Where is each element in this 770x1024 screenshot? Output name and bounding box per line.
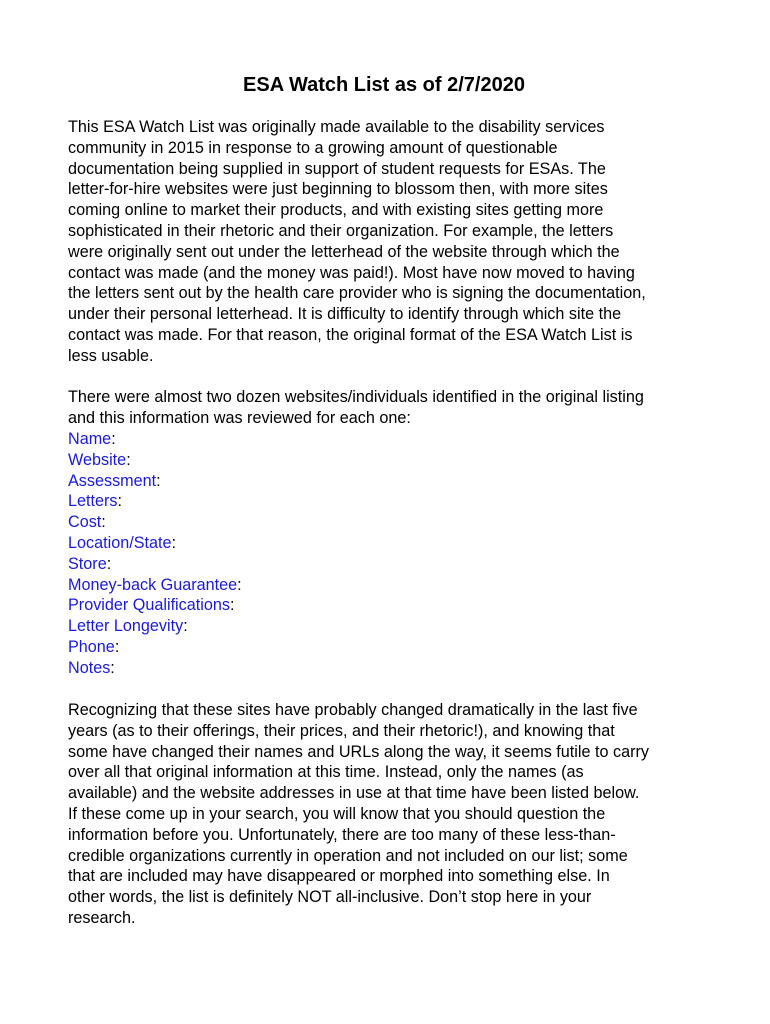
- field-colon: :: [101, 513, 106, 532]
- field-item: [68, 554, 242, 575]
- field-label-store: Store: [68, 554, 107, 573]
- field-item: [68, 471, 242, 492]
- field-label-phone: Phone: [68, 637, 115, 656]
- field-colon: :: [126, 450, 131, 469]
- field-label-website: Website: [68, 450, 127, 469]
- field-item: [68, 637, 242, 658]
- field-label-location-state: Location/State: [68, 533, 172, 552]
- field-item: [68, 575, 242, 596]
- field-colon: :: [106, 554, 112, 573]
- field-item: [68, 491, 242, 512]
- page-title: ESA Watch List as of 2/7/2020: [243, 74, 525, 96]
- field-item: [68, 533, 242, 554]
- field-item: [68, 450, 242, 471]
- field-item: [68, 658, 242, 679]
- field-colon: :: [110, 658, 115, 677]
- field-label-assessment: Assessment: [68, 471, 157, 490]
- field-label-provider-qualifications: Provider Qualifications: [68, 596, 230, 615]
- field-item: [68, 429, 242, 450]
- field-colon: :: [183, 617, 188, 636]
- field-colon: :: [171, 533, 176, 552]
- field-label-letters: Letters: [68, 492, 118, 511]
- field-colon: :: [237, 575, 242, 594]
- field-colon: :: [114, 637, 120, 656]
- field-item: [68, 512, 242, 533]
- field-colon: :: [229, 596, 235, 615]
- field-label-letter-longevity: Letter Longevity: [68, 617, 184, 636]
- field-label-money-back-guarantee: Money-back Guarantee: [68, 575, 238, 594]
- field-colon: :: [117, 492, 122, 511]
- field-list: [68, 429, 242, 679]
- field-item: [68, 616, 242, 637]
- review-paragraph: There were almost two dozen websites/individuals identified in the original listing and this information was reviewed for each one:: [68, 388, 644, 427]
- field-label-name: Name: [68, 430, 112, 448]
- field-label-notes: Notes: [68, 658, 111, 677]
- field-label-cost: Cost: [68, 513, 102, 532]
- intro-paragraph: This ESA Watch List was originally made available to the disability services community in 2015 in response to a growing amount of questionable documentation being supplied in support of student requests for ESAs. The letter-for-hire websites were just beginning to blossom then, with more sites coming online to market their products, and with existing sites getting more sophisticated in their rhetoric and their organization. For example, the letters were originally sent out under the letterhead of the website through which the contact was made (and the money was paid!). Most have now moved to having the letters sent out by the health care provider who is signing the documentation, under their personal letterhead. It is difficulty to identify through which site the contact was made. For that reason, the original format of the ESA Watch List is less usable.: [68, 118, 646, 365]
- field-item: [68, 595, 242, 616]
- field-colon: :: [156, 471, 161, 490]
- closing-paragraph: Recognizing that these sites have probably changed dramatically in the last five years (as to their offerings, their prices, and their rhetoric!), and knowing that some have changed their names and URLs along the way, it seems futile to carry over all that original information at this time. Instead, only the names (as available) and the website addresses in use at that time have been listed below. If these come up in your search, you will know that you should question the information before you. Unfortunately, there are too many of these less-than- credible organizations currently in operation and not included on our list; some that are included may have disappeared or morphed into something else. In other words, the list is definitely NOT all-inclusive. Don’t stop here in your research.: [68, 701, 649, 927]
- field-colon: :: [111, 430, 116, 448]
